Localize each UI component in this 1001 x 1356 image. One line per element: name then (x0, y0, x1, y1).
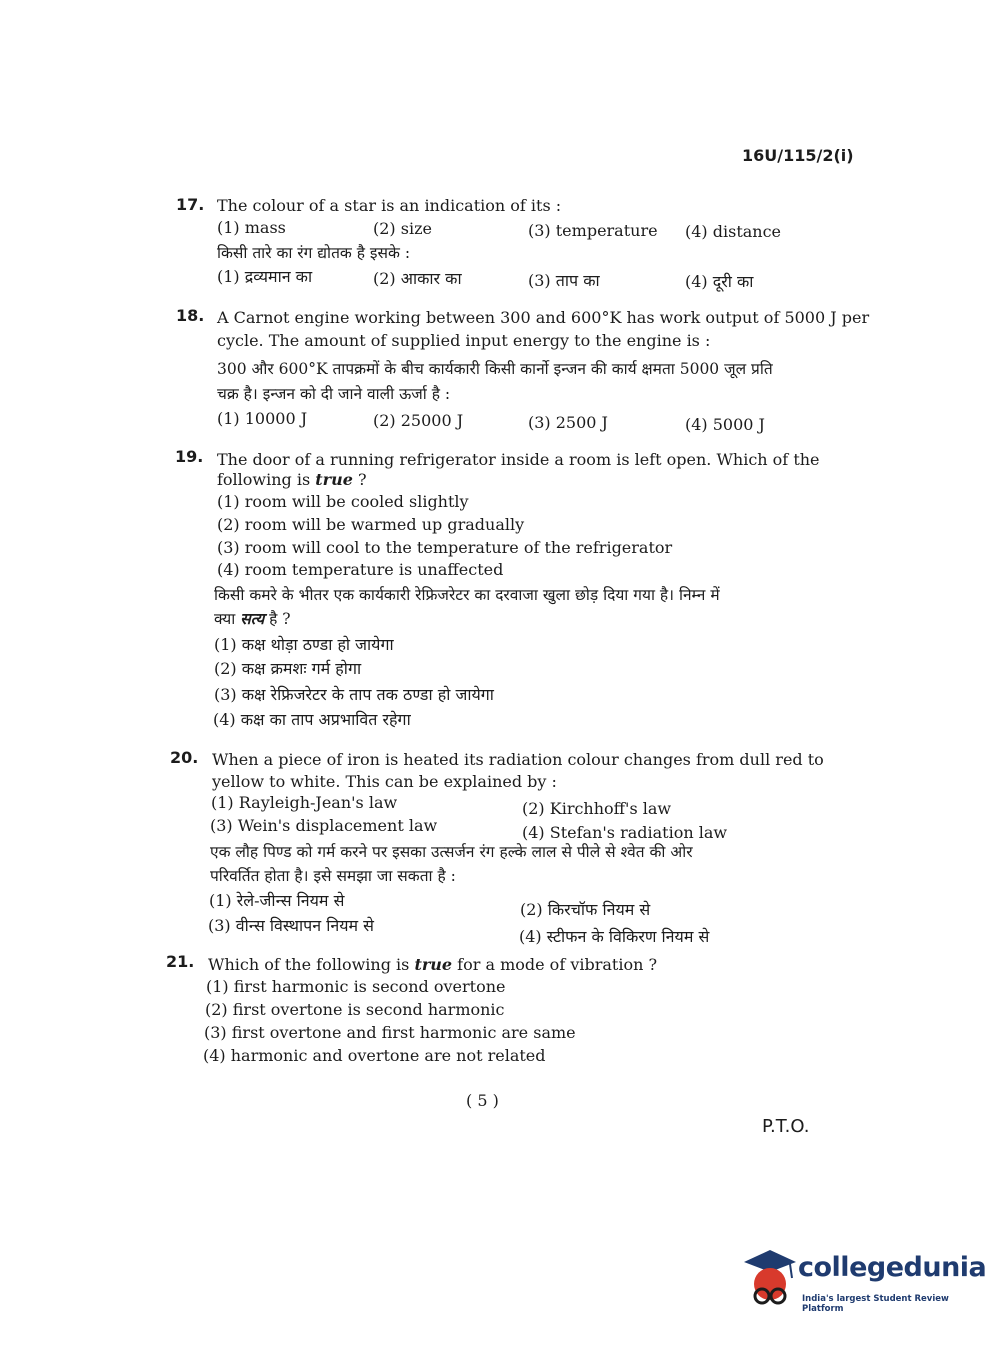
question-text-en-line1: A Carnot engine working between 300 and 600°K has work output of 5000 J per (217, 308, 870, 327)
question-text-hi-line2 (214, 607, 291, 629)
question-number: 17. (176, 195, 205, 214)
option-hi-4: (4) स्टीफन के विकिरण नियम से (519, 927, 710, 946)
option-hi-3: (3) कक्ष रेफ्रिजरेटर के ताप तक ठण्डा हो जायेगा (214, 685, 494, 704)
option-en-1: (1) Rayleigh-Jean's law (211, 793, 398, 812)
option-hi-4: (4) दूरी का (685, 272, 754, 291)
option-en-4: (4) distance (685, 222, 782, 241)
emphasis-true: true (414, 955, 453, 974)
option-hi-2: (2) किरचॉफ नियम से (520, 900, 651, 919)
brand-name: collegedunia (798, 1252, 987, 1283)
mascot-icon (740, 1246, 800, 1314)
option-en-2: (2) room will be warmed up gradually (217, 515, 525, 534)
question-text-hi-line1: किसी कमरे के भीतर एक कार्यकारी रेफ्रिजरेटर का दरवाजा खुला छोड़ दिया गया है। निम्न में (214, 586, 720, 604)
text-part: following is (217, 470, 316, 489)
emphasis-true: सत्य (240, 609, 265, 628)
question-number: 19. (175, 447, 204, 466)
pto-label: P.T.O. (762, 1116, 810, 1137)
question-text-en-line2 (217, 470, 367, 489)
option-en-2: (2) size (373, 219, 432, 238)
question-text-hi: किसी तारे का रंग द्योतक है इसके : (217, 244, 411, 262)
option-3: (3) first overtone and first harmonic are same (204, 1023, 576, 1042)
option-hi-2: (2) आकार का (373, 269, 462, 288)
text-part: क्या (214, 610, 241, 628)
option-hi-3: (3) वीन्स विस्थापन नियम से (208, 916, 374, 935)
option-en-1: (1) mass (217, 218, 286, 237)
page-number: ( 5 ) (466, 1091, 499, 1110)
question-text-en (208, 955, 657, 974)
question-number: 20. (170, 748, 199, 767)
option-1: (1) 10000 J (217, 409, 308, 428)
text-part: ? (352, 470, 367, 489)
option-hi-1: (1) कक्ष थोड़ा ठण्डा हो जायेगा (214, 635, 394, 654)
text-part: Which of the following is (208, 955, 415, 974)
question-text-hi-line1: 300 और 600°K तापक्रमों के बीच कार्यकारी किसी कार्नो इन्जन की कार्य क्षमता 5000 जूल प्रति (217, 360, 773, 378)
question-text-en-line2: cycle. The amount of supplied input energy to the engine is : (217, 331, 711, 350)
option-hi-1: (1) रेले-जीन्स नियम से (209, 891, 345, 910)
question-text-en-line1: When a piece of iron is heated its radiation colour changes from dull red to (212, 750, 824, 769)
collegedunia-logo[interactable] (740, 1246, 987, 1314)
question-text-en-line2: yellow to white. This can be explained by : (212, 772, 557, 791)
option-en-3: (3) room will cool to the temperature of the refrigerator (217, 538, 673, 557)
brand-tagline: India's largest Student Review Platform (802, 1294, 949, 1314)
option-2: (2) first overtone is second harmonic (205, 1000, 505, 1019)
option-2: (2) 25000 J (373, 411, 464, 430)
option-hi-3: (3) ताप का (528, 271, 600, 290)
question-text-hi-line1: एक लौह पिण्ड को गर्म करने पर इसका उत्सर्जन रंग हल्के लाल से पीले से श्वेत की ओर (210, 843, 693, 861)
option-hi-4: (4) कक्ष का ताप अप्रभावित रहेगा (213, 710, 411, 729)
question-text-hi-line2: चक्र है। इन्जन को दी जाने वाली ऊर्जा है : (217, 385, 451, 403)
text-part: है ? (264, 610, 291, 628)
option-en-4: (4) Stefan's radiation law (522, 823, 728, 842)
option-4: (4) 5000 J (685, 415, 765, 434)
paper-code: 16U/115/2(i) (742, 146, 854, 165)
option-en-3: (3) Wein's displacement law (210, 816, 438, 835)
question-number: 18. (176, 306, 205, 325)
option-hi-2: (2) कक्ष क्रमशः गर्म होगा (214, 659, 362, 678)
question-number: 21. (166, 952, 195, 971)
option-en-4: (4) room temperature is unaffected (217, 560, 504, 579)
option-hi-1: (1) द्रव्यमान का (217, 267, 313, 286)
question-text-en-line1: The door of a running refrigerator inside a room is left open. Which of the (217, 450, 820, 469)
option-en-1: (1) room will be cooled slightly (217, 492, 469, 511)
option-en-3: (3) temperature (528, 221, 658, 240)
text-part: for a mode of vibration ? (452, 955, 658, 974)
question-text-hi-line2: परिवर्तित होता है। इसे समझा जा सकता है : (210, 867, 456, 885)
option-4: (4) harmonic and overtone are not related (203, 1046, 546, 1065)
option-1: (1) first harmonic is second overtone (206, 977, 506, 996)
question-text-en: The colour of a star is an indication of its : (217, 196, 562, 215)
option-3: (3) 2500 J (528, 413, 608, 432)
option-en-2: (2) Kirchhoff's law (522, 799, 672, 818)
emphasis-true: true (315, 470, 353, 489)
